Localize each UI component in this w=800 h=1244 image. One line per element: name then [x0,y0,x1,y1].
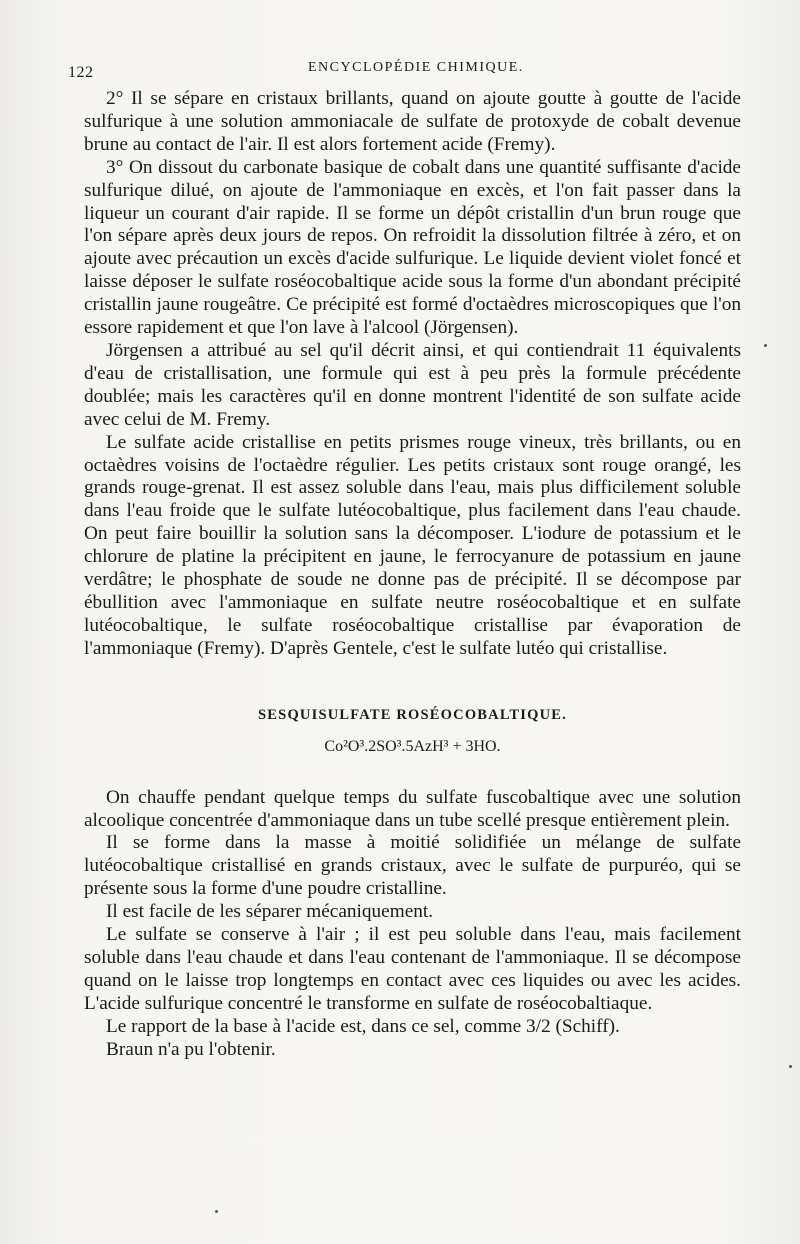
paper-speck [789,1065,792,1068]
paragraph: Le sulfate se conserve à l'air ; il est peu soluble dans l'eau, mais facilement soluble dans l'eau chaude et dans l'eau contenant de l'ammoniaque. Il se décompose quand on le laisse trop longtemps en contact avec ces liquides ou avec les acides. L'acide sulfurique concentré le transforme en sulfate de roséocobaltiaque. [84,924,741,1014]
paragraph: On chauffe pendant quelque temps du sulfate fuscobaltique avec une solution alcoolique concentrée d'ammoniaque dans un tube scellé presque entièrement plein. [84,786,741,831]
paragraph: Jörgensen a attribué au sel qu'il décrit ainsi, et qui contiendrait 11 équivalents d'eau de cristallisation, une formule qui est à peu près la formule précédente doublée; mais les caractères qu'il en donne montrent l'identité de son sulfate acide avec celui de M. Fremy. [84,339,741,430]
paragraph: Le sulfate acide cristallise en petits prismes rouge vineux, très brillants, ou en octaèdres voisins de l'octaèdre régulier. Les petits cristaux sont rouge orangé, les grands rouge-grenat. Il est assez soluble dans l'eau, mais plus difficilement soluble dans l'eau froide que le sulfate lutéocobaltique, plus facilement dans l'eau chaude. On peut faire bouillir la solution sans la décomposer. L'iodure de potassium et le chlorure de platine la précipitent en jaune, le ferrocyanure de potassium en jaune verdâtre; le phosphate de soude ne donne pas de précipité. Il se décompose par ébullition avec l'ammoniaque en sulfate neutre roséocobaltique et en sulfate lutéocobaltique, le sulfate roséocobaltique cristallise par évaporation de l'ammoniaque (Fremy). D'après Gentele, c'est le sulfate lutéo qui cristallise. [84,431,741,659]
paragraph: Il se forme dans la masse à moitié solidifiée un mélange de sulfate lutéocobaltique cristallisé en grands cristaux, avec le sulfate de purpuréo, qui se présente sous la forme d'une poudre cristalline. [84,832,741,900]
chemical-formula: Co²O³.2SO³.5AzH³ + 3HO. [324,737,501,755]
paragraph: Le rapport de la base à l'acide est, dans ce sel, comme 3/2 (Schiff). [106,1015,620,1037]
page-number: 122 [68,64,94,81]
paper-speck [764,344,767,347]
paragraph: 3° On dissout du carbonate basique de cobalt dans une quantité suffisante d'acide sulfurique dilué, on ajoute de l'ammoniaque en excès, et l'on fait passer dans la liqueur un courant d'air rapide. Il se forme un dépôt cristallin d'un brun rouge que l'on sépare après deux jours de repos. On refroidit la dissolution filtrée à zéro, et on ajoute avec précaution un excès d'acide sulfurique. Le liquide devient violet foncé et laisse déposer le sulfate roséocobaltique acide sous la forme d'un abondant précipité cristallin jaune rougeâtre. Ce précipité est formé d'octaèdres microscopiques que l'on essore rapidement et que l'on lave à l'alcool (Jörgensen). [84,156,741,339]
section-title: SESQUISULFATE ROSÉOCOBALTIQUE. [258,706,567,723]
body-text [84,88,741,1062]
running-head: ENCYCLOPÉDIE CHIMIQUE. [308,60,524,75]
paragraph: Braun n'a pu l'obtenir. [106,1038,276,1060]
page-header [68,58,748,82]
paragraph: 2° Il se sépare en cristaux brillants, quand on ajoute goutte à goutte de l'acide sulfurique à une solution ammoniacale de sulfate de protoxyde de cobalt devenue brune au contact de l'air. Il est alors fortement acide (Fremy). [84,88,741,155]
paragraph: Il est facile de les séparer mécaniquement. [106,901,434,923]
paper-speck [215,1210,218,1213]
